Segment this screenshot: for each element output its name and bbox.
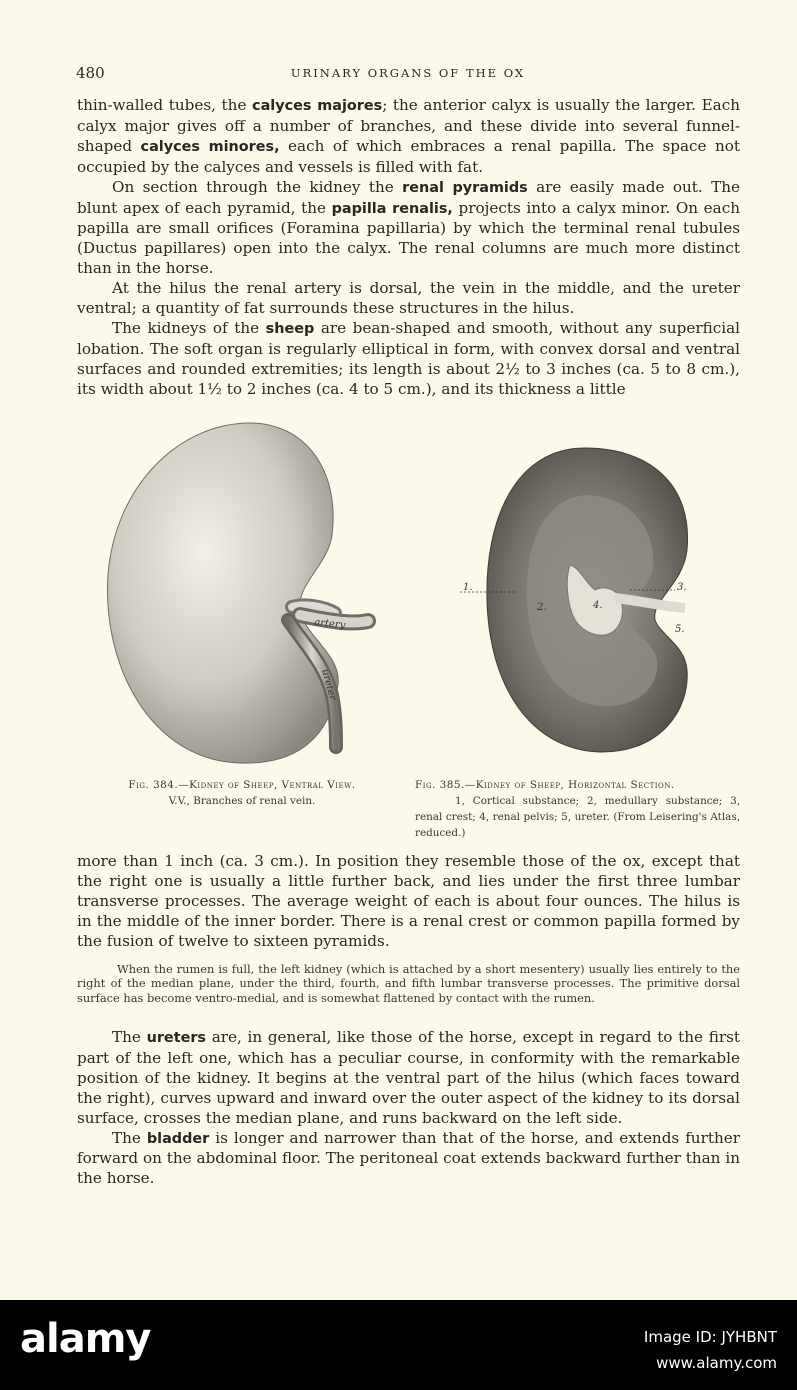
figure-384-kidney-ventral-view bbox=[100, 415, 380, 770]
figure-384-caption-body: V.V., Branches of renal vein. bbox=[168, 795, 316, 807]
body-text-top bbox=[77, 96, 740, 400]
stock-footer-bar bbox=[0, 1300, 797, 1390]
paragraph-position: more than 1 inch (ca. 3 cm.). In position they resemble those of the ox, except that the right one is usually a little further back, and lies under the first three lumbar transverse processes. The average weight of each is about four ounces. The hilus is in the middle of the inner border. There is a renal crest or common papilla formed by the fusion of twelve to sixteen pyramids. bbox=[77, 852, 740, 950]
label-2: 2. bbox=[537, 602, 547, 613]
footer-info bbox=[644, 1324, 777, 1376]
label-3: 3. bbox=[677, 582, 687, 593]
figure-385-caption-title: Fig. 385.—Kidney of Sheep, Horizontal Section. bbox=[415, 779, 675, 791]
paragraph-bladder: The bladder is longer and narrower than that of the horse, and extends further forward on the abdominal floor. The peritoneal coat extends backward further than in the horse. bbox=[77, 1128, 740, 1188]
label-1: 1. bbox=[463, 582, 473, 593]
label-ureter: ureter bbox=[319, 667, 338, 702]
figure-385-caption-body: 1, Cortical substance; 2, medullary substance; 3, renal crest; 4, renal pelvis; 5, ureter. (From Leisering's Atlas, reduced.) bbox=[415, 795, 740, 839]
label-4: 4. bbox=[593, 600, 603, 611]
running-head: URINARY ORGANS OF THE OX bbox=[290, 66, 526, 80]
figure-384-caption-title: Fig. 384.—Kidney of Sheep, Ventral View. bbox=[128, 779, 356, 791]
small-print-note: When the rumen is full, the left kidney (which is attached by a short mesentery) usually lies entirely to the right of the median plane, under the third, fourth, and fifth lumbar transverse processes. The primitive dorsal surface has become ventro-medial, and is somewhat flattened by contact with the rumen. bbox=[77, 962, 740, 1005]
figure-384-caption bbox=[92, 777, 392, 809]
body-text-bottom bbox=[77, 1028, 740, 1189]
label-5: 5. bbox=[675, 624, 685, 635]
label-artery: artery bbox=[313, 617, 346, 632]
paragraph-ureters: The ureters are, in general, like those of the horse, except in regard to the first part of the left one, which has a peculiar course, in conformity with the remarkable position of the kidney. It begins at the ventral part of the hilus (which faces toward the right), curves upward and inward over the outer aspect of the kidney to its dorsal surface, crosses the median plane, and runs backward on the left side. bbox=[77, 1028, 740, 1127]
figure-385-kidney-horizontal-section bbox=[455, 440, 705, 760]
page-header bbox=[76, 64, 740, 84]
paragraph-hilus: At the hilus the renal artery is dorsal, the vein in the middle, and the ureter ventral; a quantity of fat surrounds these structures in the hilus. bbox=[77, 279, 740, 318]
paragraph-calyces: thin-walled tubes, the calyces majores; the anterior calyx is usually the larger. Each calyx major gives off a number of branches, and these divide into several funnel-shaped calyces minores, each of which embraces a renal papilla. The space not occupied by the calyces and vessels is filled with fat. bbox=[77, 96, 741, 176]
page-number: 480 bbox=[76, 64, 105, 82]
paragraph-sheep: The kidneys of the sheep are bean-shaped and smooth, without any superficial lobation. The soft organ is regularly elliptical in form, with convex dorsal and ventral surfaces and rounded extremities; its length is about 2½ to 3 inches (ca. 5 to 8 cm.), its width about 1½ to 2 inches (ca. 4 to 5 cm.), and its thickness a little bbox=[77, 318, 740, 398]
paragraph-pyramids: On section through the kidney the renal pyramids are easily made out. The blunt apex of each pyramid, the papilla renalis, projects into a calyx minor. On each papilla are small orifices (Foramina papillaria) by which the terminal renal tubules (Ductus papillares) open into the calyx. The renal columns are much more distinct than in the horse. bbox=[77, 177, 741, 278]
kidney-outline bbox=[107, 423, 338, 763]
site-url: www.alamy.com bbox=[656, 1354, 777, 1372]
alamy-logo: alamy bbox=[20, 1316, 151, 1362]
figure-385-caption bbox=[415, 777, 740, 841]
image-id: Image ID: JYHBNT bbox=[643, 1328, 777, 1346]
body-text-middle bbox=[77, 852, 740, 952]
